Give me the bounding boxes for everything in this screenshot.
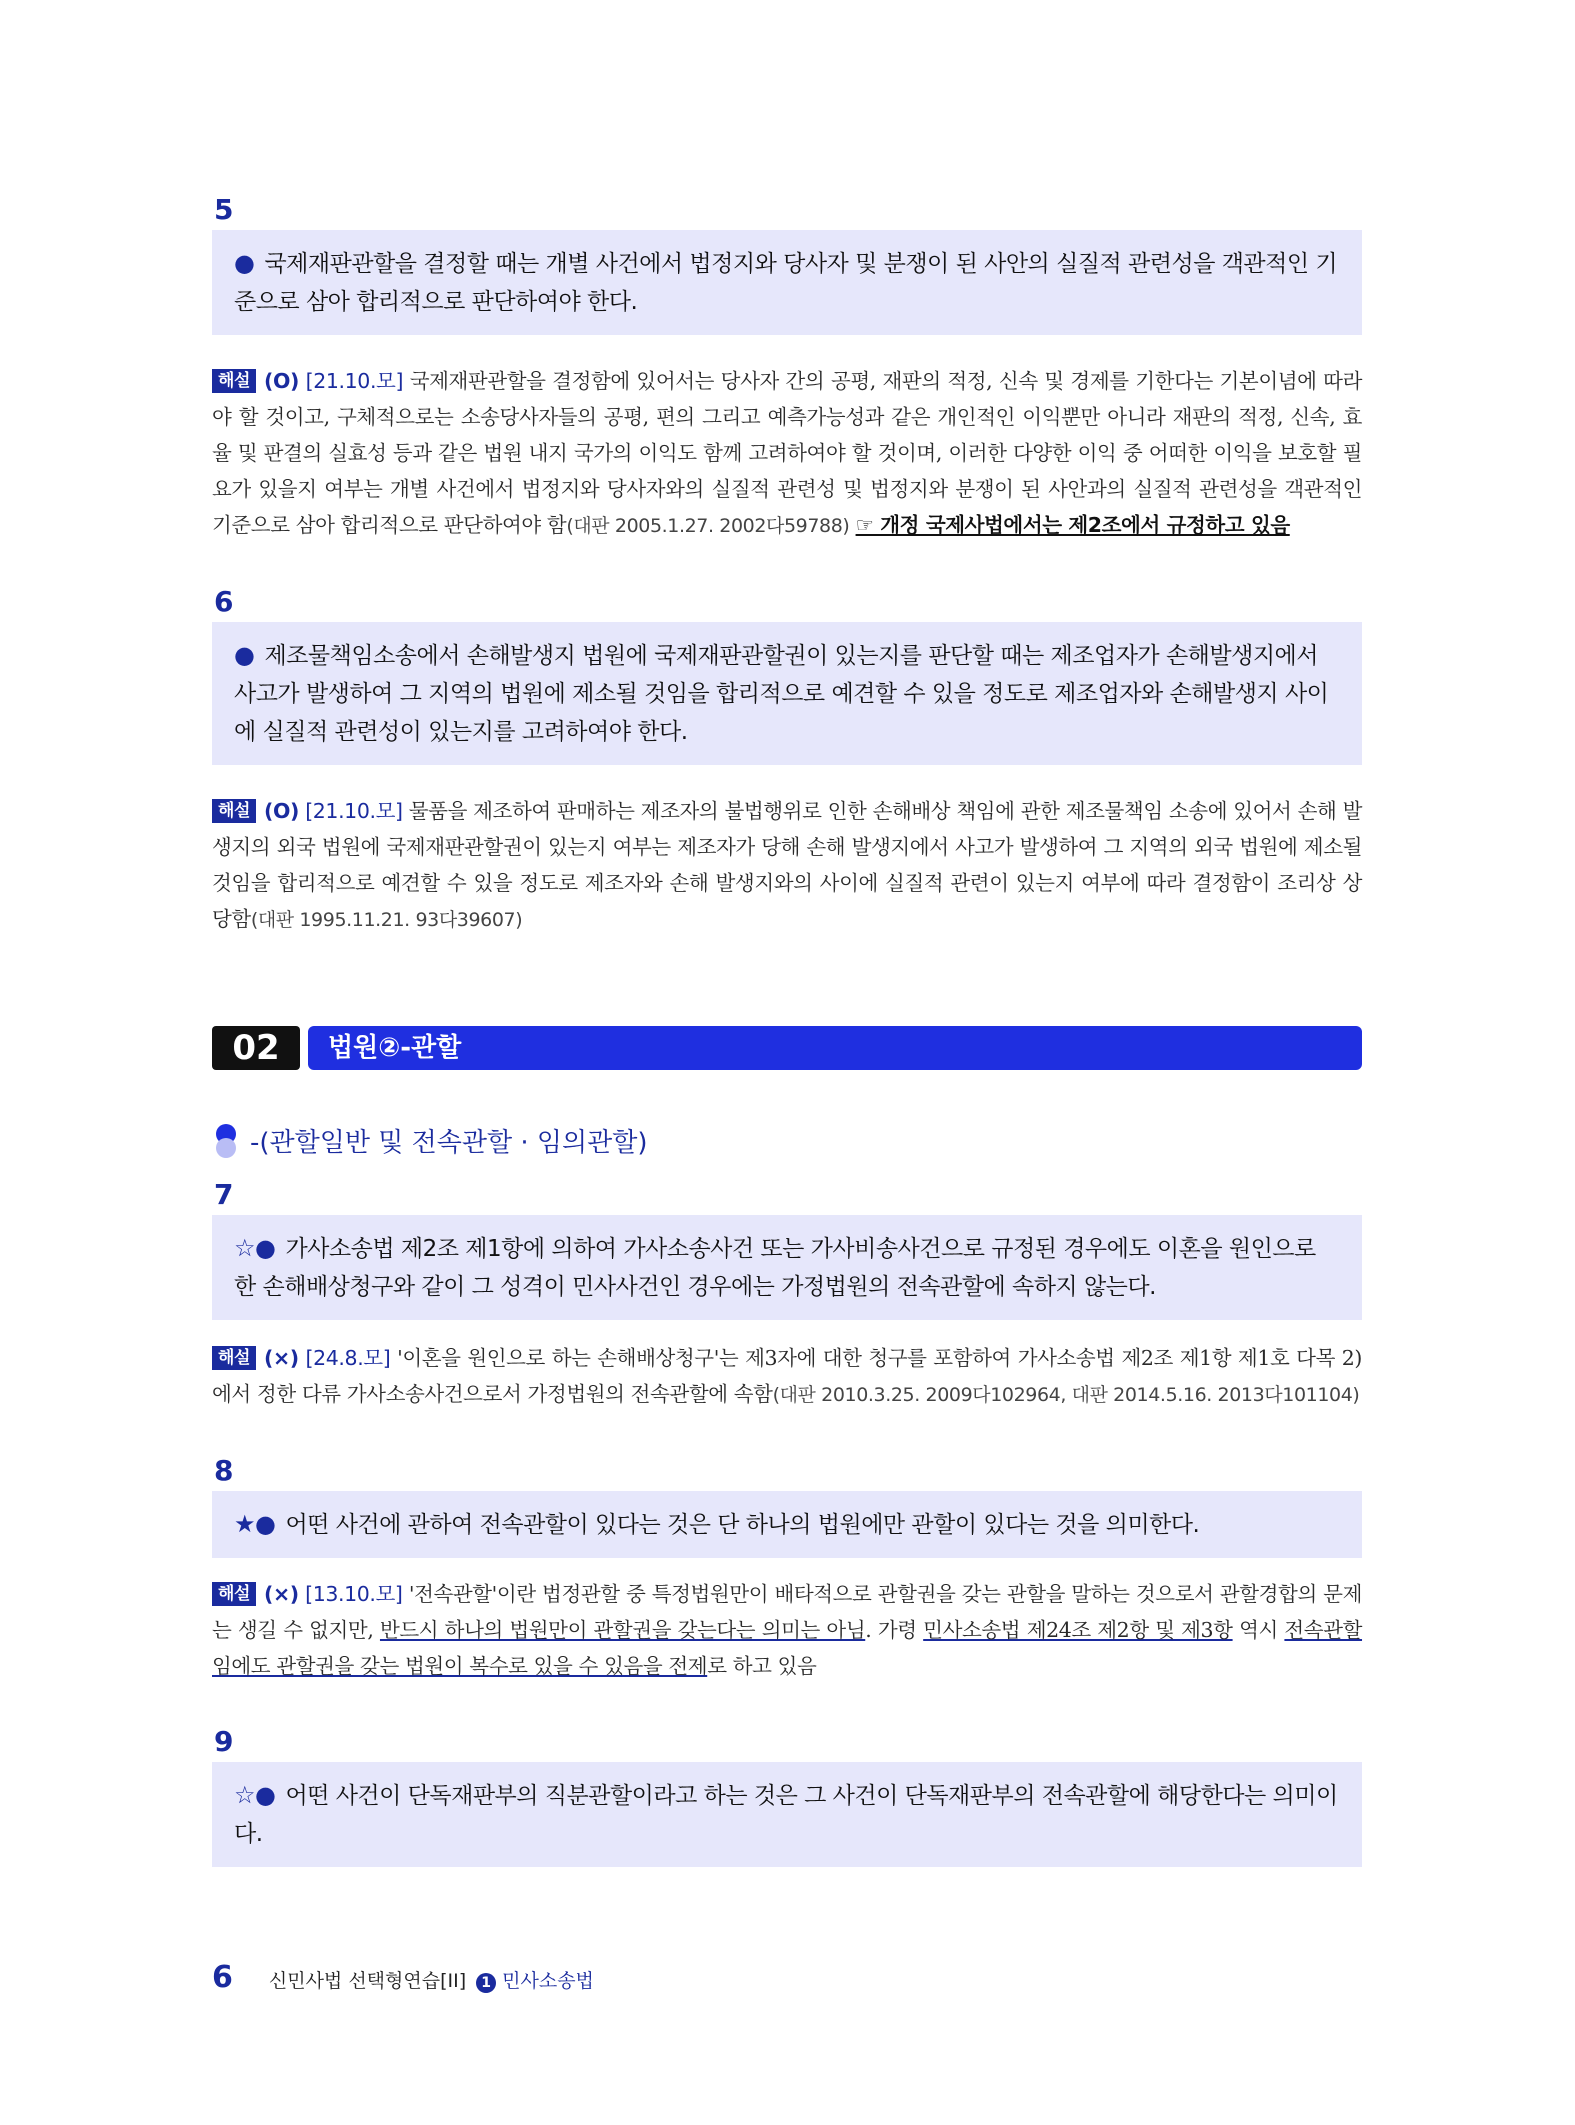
explanation-body: '전속관할'이란 법정관할 중 특정법원만이 배타적으로 관할권을 갖는 관할을 말하는 것으로서 관할경합의 문제는 생길 수 없지만, [212, 1582, 1362, 1642]
case-citation: (대판 2005.1.27. 2002다59788) [566, 515, 850, 537]
question-7 [212, 1178, 1362, 1413]
subsection-title: -(관할일반 및 전속관할 · 임의관할) [250, 1128, 648, 1158]
answer-mark: (×) [264, 1582, 299, 1606]
exam-source: [21.10.모] [305, 369, 404, 393]
explanation-tag: 해설 [212, 799, 256, 823]
star-bullet-icon: ☆● [234, 1234, 276, 1262]
volume-circle-icon: 1 [476, 1973, 496, 1993]
question-number: 7 [214, 1178, 234, 1211]
explanation-body-cont: . 가령 [865, 1618, 924, 1642]
explanation-body: 국제재판관할을 결정함에 있어서는 당사자 간의 공평, 재판의 적정, 신속 및 경제를 기한다는 기본이념에 따라야 할 것이고, 구체적으로는 소송당사자들의 공평, 편의 그리고 예측가능성과 같은 개인적인 이익뿐만 아니라 재판의 적정, 신속, 효율 및 판결의 실효성 등과 같은 법원 내지 국가의 이익도 함께 고려하여야 할 것이며, 이러한 다양한 이익 중 어떠한 이익을 보호할 필요가 있을지 여부는 개별 사건에서 법정지와 당사자와의 실질적 관련성 및 법정지와 분쟁이 된 사안과의 실질적 관련성을 객관적인 기준으로 삼아 합리적으로 판단하여야 함 [212, 369, 1362, 537]
double-dot-icon [212, 1124, 238, 1158]
case-citation: (대판 2010.3.25. 2009다102964, 대판 2014.5.16. 2013다101104) [772, 1384, 1360, 1406]
explanation [212, 1576, 1362, 1684]
answer-mark: (O) [264, 369, 300, 393]
question-6 [212, 585, 1362, 938]
question-number: 8 [214, 1454, 234, 1487]
question-stem: 어떤 사건에 관하여 전속관할이 있다는 것은 단 하나의 법원에만 관할이 있다는 것을 의미한다. [285, 1512, 1200, 1538]
underlined-phrase: 전속관할임에도 관할권을 갖는 법원이 복수로 있을 수 있음을 전제 [212, 1618, 1363, 1678]
explanation-body: 물품을 제조하여 판매하는 제조자의 불법행위로 인한 손해배상 책임에 관한 제조물책임 소송에 있어서 손해 발생지의 외국 법원에 국제재판관할권이 있는지 여부는 제조자가 당해 손해 발생지에서 사고가 발생하여 그 지역의 외국 법원에 제소될 것임을 합리적으로 예견할 수 있을 정도로 제조자와 손해 발생지와의 사이에 실질적 관련이 있는지 여부에 따라 결정함이 조리상 상당함 [212, 799, 1362, 931]
question-5 [212, 193, 1362, 544]
question-stem-box [212, 622, 1362, 765]
exam-source: [24.8.모] [305, 1346, 391, 1370]
page-footer [212, 1960, 594, 1995]
question-stem-box [212, 1491, 1362, 1558]
section-title: 법원②-관할 [308, 1026, 1362, 1070]
question-number: 5 [214, 193, 234, 226]
answer-mark: (×) [264, 1346, 299, 1370]
explanation-body: '이혼을 원인으로 하는 손해배상청구'는 제3자에 대한 청구를 포함하여 가사소송법 제2조 제1항 제1호 다목 2)에서 정한 다류 가사소송사건으로서 가정법원의 전속관할에 속함 [212, 1346, 1362, 1406]
question-8 [212, 1454, 1363, 1684]
revision-note: ☞ 개정 국제사법에서는 제2조에서 규정하고 있음 [855, 513, 1290, 537]
explanation-body-cont: 역시 [1232, 1618, 1285, 1642]
question-stem: 국제재판관할을 결정할 때는 개별 사건에서 법정지와 당사자 및 분쟁이 된 사안의 실질적 관련성을 객관적인 기준으로 삼아 합리적으로 판단하여야 한다. [234, 251, 1338, 315]
explanation-tag: 해설 [212, 1346, 256, 1370]
question-stem: 제조물책임소송에서 손해발생지 법원에 국제재판관할권이 있는지를 판단할 때는 제조업자가 손해발생지에서 사고가 발생하여 그 지역의 법원에 제소될 것임을 합리적으로 예견할 수 있을 정도로 제조업자와 손해발생지 사이에 실질적 관련성이 있는지를 고려하여야 한다. [234, 643, 1329, 745]
question-number: 9 [214, 1725, 234, 1758]
explanation [212, 793, 1362, 938]
subject-name: 민사소송법 [502, 1970, 594, 1992]
question-stem: 가사소송법 제2조 제1항에 의하여 가사소송사건 또는 가사비송사건으로 규정된 경우에도 이혼을 원인으로 한 손해배상청구와 같이 그 성격이 민사사건인 경우에는 가정법원의 전속관할에 속하지 않는다. [234, 1236, 1316, 1300]
question-stem-box [212, 1215, 1362, 1320]
underlined-phrase: 반드시 하나의 법원만이 관할권을 갖는다는 의미는 아님 [379, 1618, 866, 1642]
case-citation: (대판 1995.11.21. 93다39607) [250, 909, 523, 931]
exam-source: [21.10.모] [305, 799, 403, 823]
question-9 [212, 1725, 1362, 1867]
exam-source: [13.10.모] [305, 1582, 403, 1606]
section-number: 02 [212, 1026, 300, 1070]
explanation [212, 363, 1362, 544]
explanation-tag: 해설 [212, 369, 256, 393]
star-bullet-icon: ★● [234, 1510, 276, 1538]
page-content [212, 193, 1363, 1867]
subsection-heading [212, 1122, 1362, 1159]
explanation-tag: 해설 [212, 1582, 256, 1606]
bullet-icon: ● [234, 249, 255, 277]
section-header [212, 1026, 1362, 1159]
book-title: 신민사법 선택형연습[II] [268, 1970, 467, 1992]
question-stem-box [212, 230, 1362, 335]
question-number: 6 [214, 585, 234, 618]
question-stem: 어떤 사건이 단독재판부의 직분관할이라고 하는 것은 그 사건이 단독재판부의 전속관할에 해당한다는 의미이다. [234, 1783, 1338, 1847]
question-stem-box [212, 1762, 1362, 1867]
page-number: 6 [212, 1960, 233, 1995]
explanation-body-cont: 로 하고 있음 [707, 1654, 817, 1678]
bullet-icon: ● [234, 641, 255, 669]
star-bullet-icon: ☆● [234, 1781, 276, 1809]
explanation [212, 1340, 1362, 1413]
answer-mark: (O) [264, 799, 300, 823]
underlined-phrase: 민사소송법 제24조 제2항 및 제3항 [923, 1618, 1233, 1642]
